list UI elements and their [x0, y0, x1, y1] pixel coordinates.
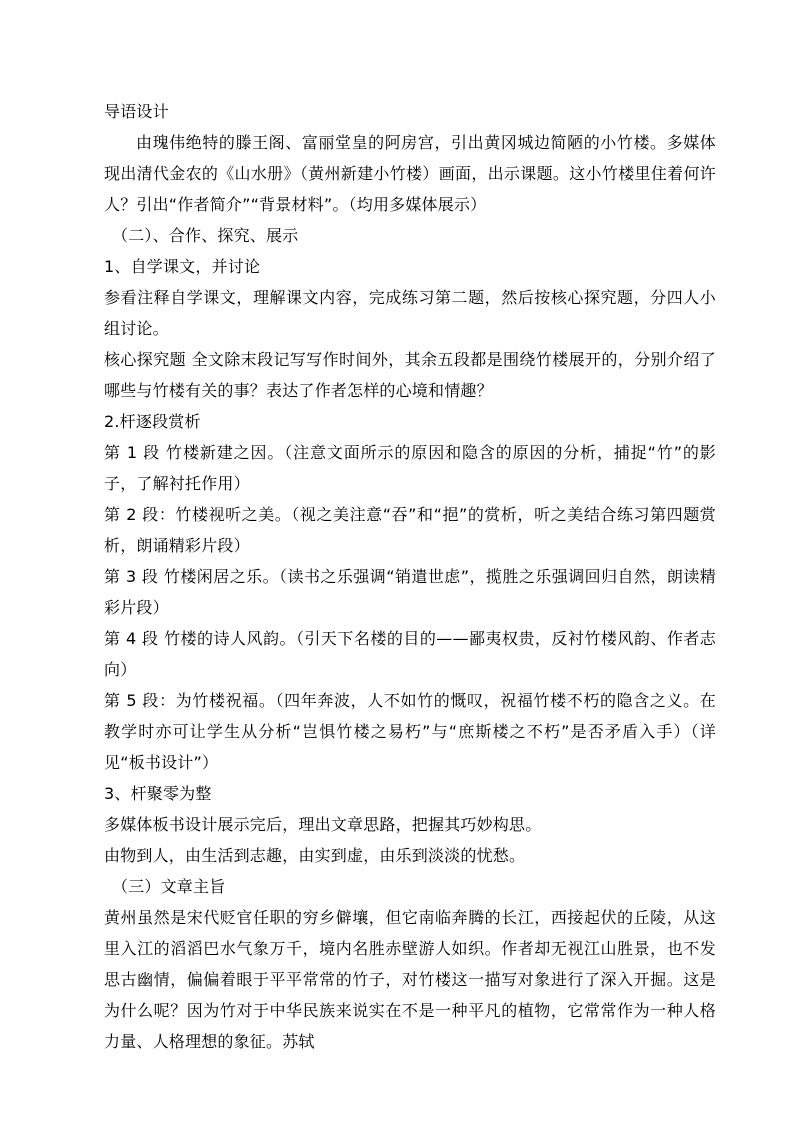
section-heading-theme: （三）文章主旨 — [112, 877, 226, 896]
paragraph-intro-body: 由瑰伟绝特的滕王阁、富丽堂皇的阿房宫，引出黄冈城边简陋的小竹楼。多媒体现出清代金农的《山水册》（黄州新建小竹楼）画面，出示课题。这小竹楼里住着何许人？引出“作者简介”“背景材料”。（均用多媒体展示） — [104, 133, 716, 214]
paragraph-analysis-2: 第 2 段：竹楼视听之美。（视之美注意“吞”和“挹”的赏析，听之美结合练习第四题赏析，朗诵精彩片段） — [104, 505, 716, 555]
step-heading-analysis: 2.杆逐段赏析 — [104, 412, 201, 431]
paragraph-synthesis: 多媒体板书设计展示完后，理出文章思路，把握其巧妙构思。 — [104, 815, 542, 834]
step-heading-synthesis: 3、杆聚零为整 — [104, 784, 212, 803]
paragraph-analysis-5: 第 5 段：为竹楼祝福。（四年奔波，人不如竹的慨叹，祝福竹楼不朽的隐含之义。在教学时亦可让学生从分析“岂惧竹楼之易朽”与“庶斯楼之不朽”是否矛盾入手）（详见“板书设计”） — [104, 691, 716, 772]
paragraph-theme: 黄州虽然是宋代贬官任职的穷乡僻壤，但它南临奔腾的长江，西接起伏的丘陵，从这里入江的滔滔巴水气象万千，境内名胜赤壁游人如织。作者却无视江山胜景，也不发思古幽情，偏偏着眼于平平常常的竹子，对竹楼这一描写对象进行了深入开掘。这是为什么呢？因为竹对于中华民族来说实在不是一种平凡的植物，它常常作为一种人格力量、人格理想的象征。苏轼 — [104, 908, 716, 1051]
section-heading-intro: 导语设计 — [104, 102, 169, 121]
paragraph-analysis-1: 第 1 段 竹楼新建之因。（注意文面所示的原因和隐含的原因的分析，捕捉“竹”的影子，了解衬托作用） — [104, 443, 716, 493]
paragraph-analysis-3: 第 3 段 竹楼闲居之乐。（读书之乐强调“销遣世虑”，揽胜之乐强调回归自然，朗读精彩片段） — [104, 567, 716, 617]
paragraph-self-study: 参看注释自学课文，理解课文内容，完成练习第二题，然后按核心探究题，分四人小组讨论。 — [104, 288, 716, 338]
step-heading-self-study: 1、自学课文，并讨论 — [104, 257, 261, 276]
section-heading-cooperation: （二）、合作、探究、展示 — [112, 226, 299, 245]
paragraph-structure: 由物到人，由生活到志趣，由实到虚，由乐到淡淡的忧愁。 — [104, 846, 526, 865]
paragraph-analysis-4: 第 4 段 竹楼的诗人风韵。（引天下名楼的目的——鄙夷权贵，反衬竹楼风韵、作者志向） — [104, 629, 716, 679]
document-page — [104, 96, 716, 1057]
paragraph-core-question: 核心探究题 全文除末段记写写作时间外，其余五段都是围绕竹楼展开的，分别介绍了哪些与竹楼有关的事？表达了作者怎样的心境和情趣？ — [104, 350, 716, 400]
